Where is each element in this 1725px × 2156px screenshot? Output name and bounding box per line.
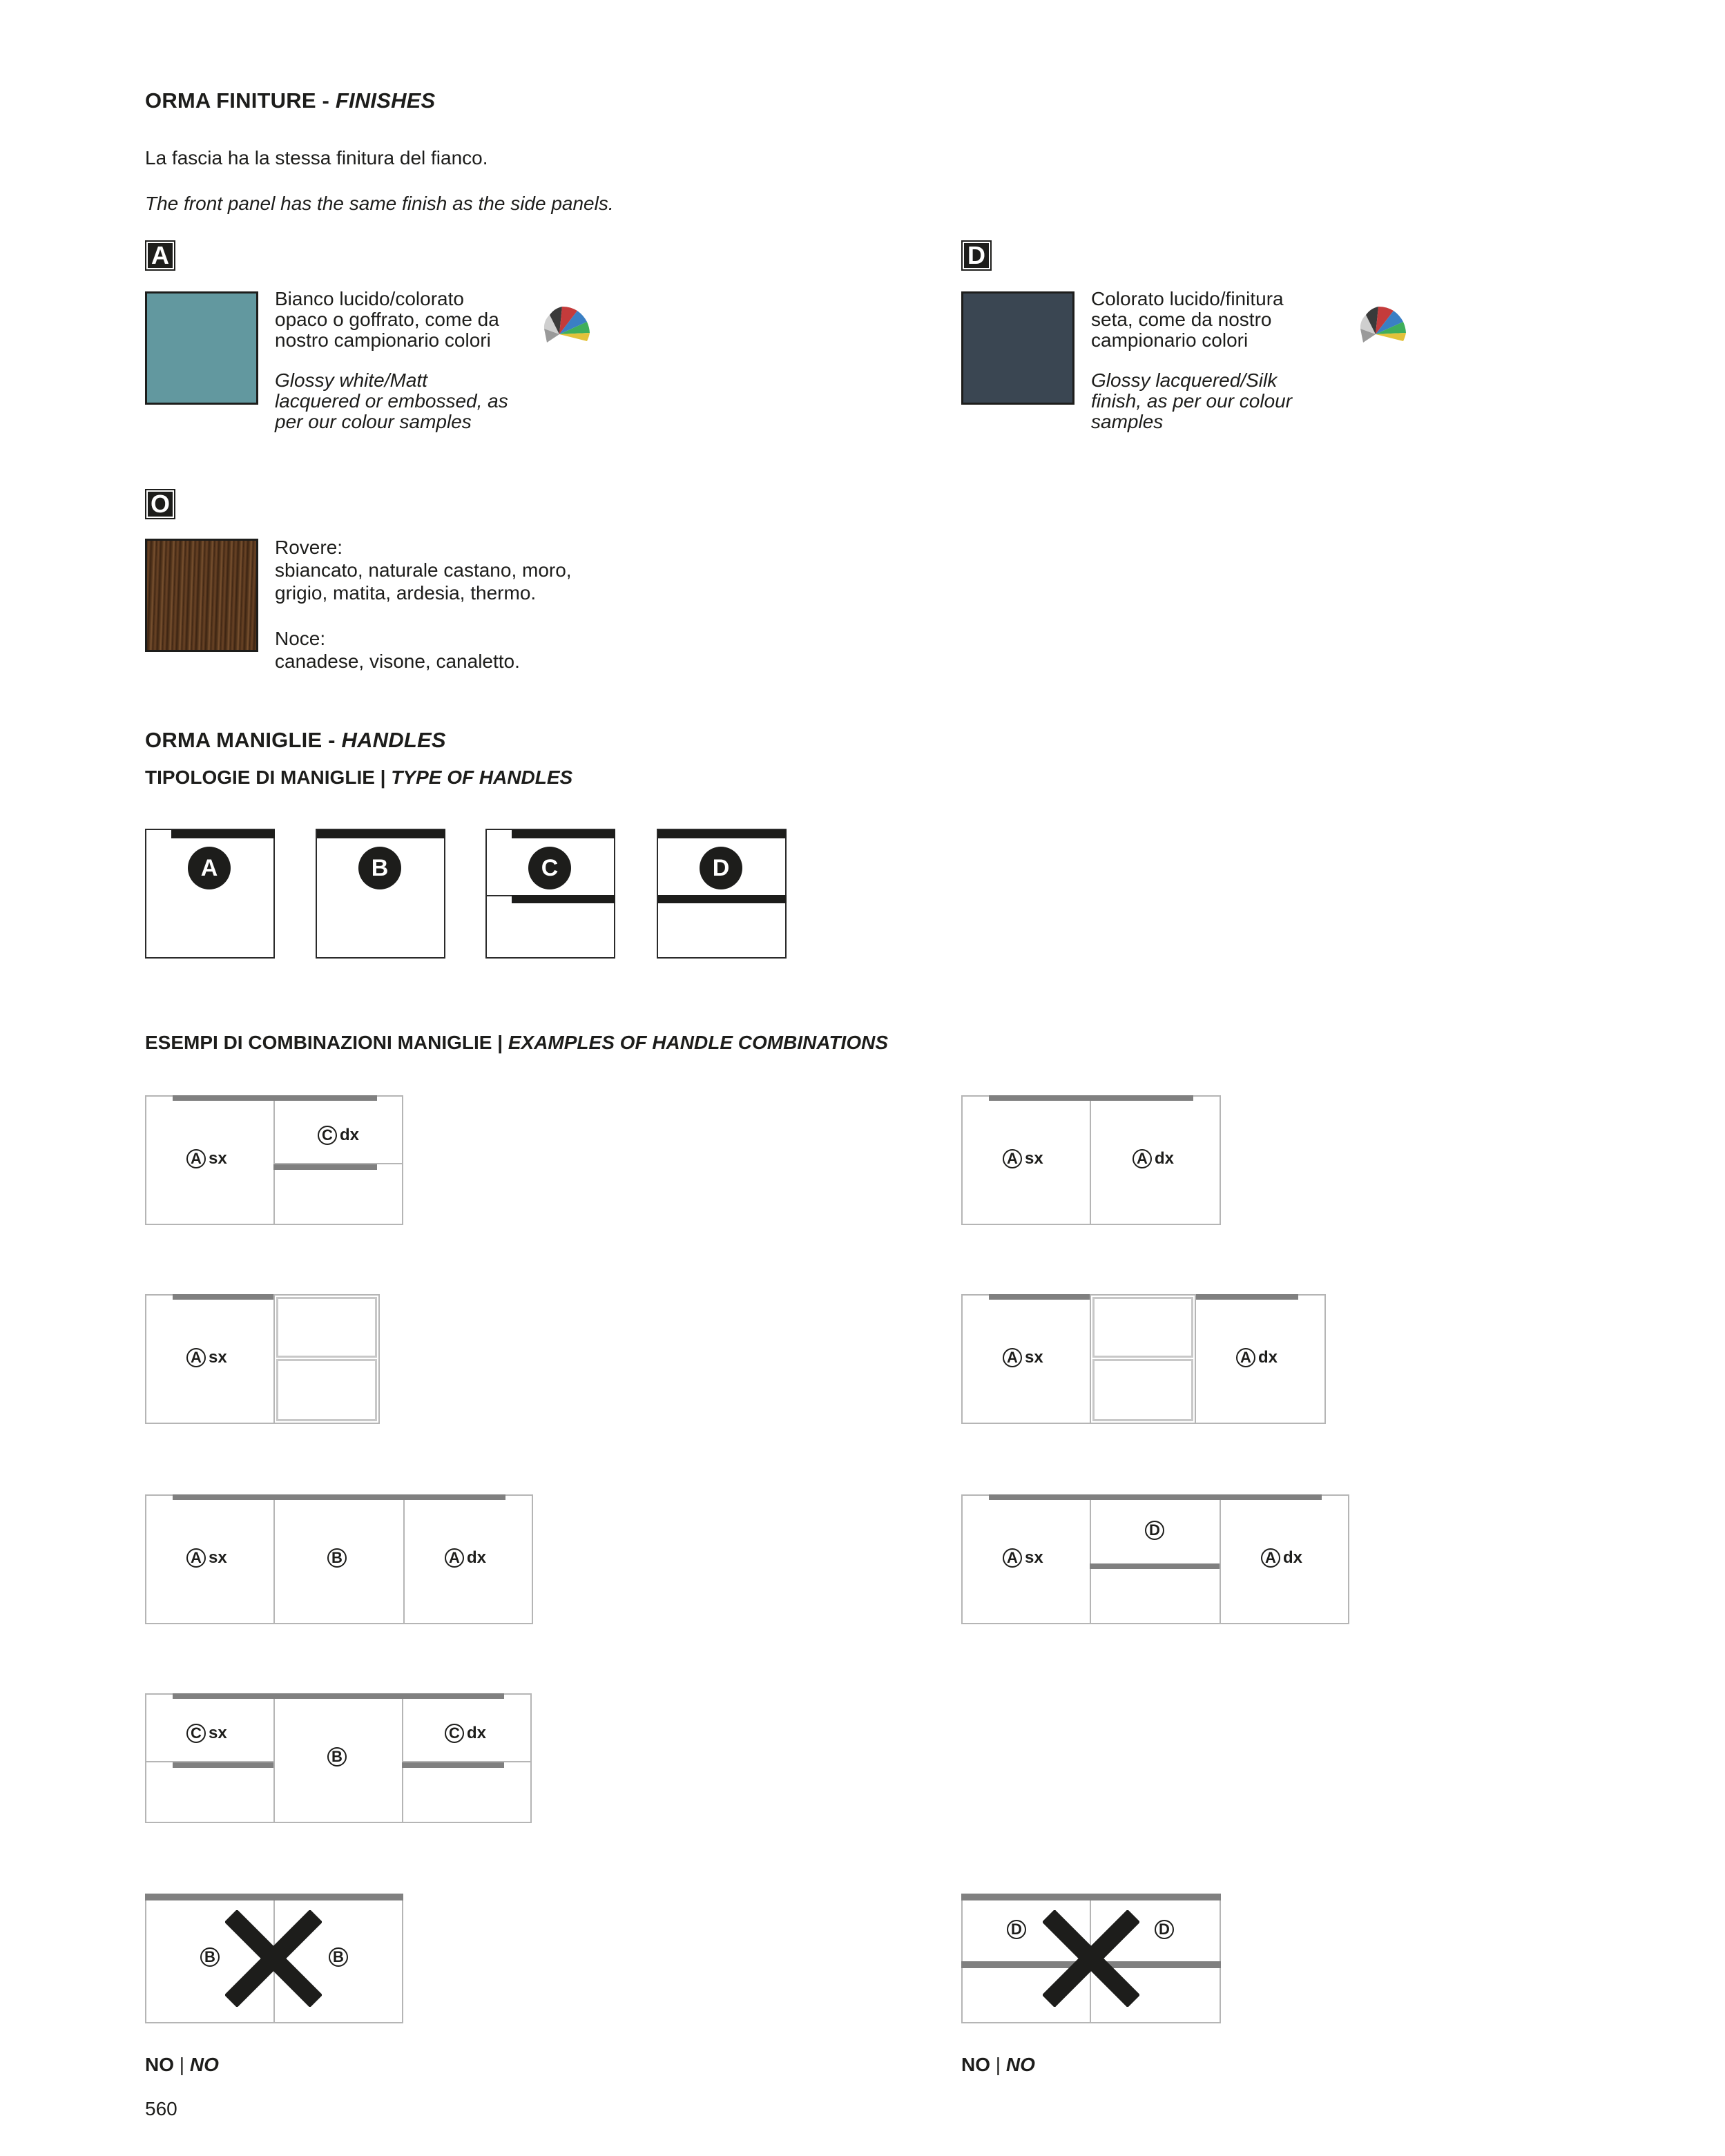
- label-a-dx: A dx: [1261, 1548, 1302, 1568]
- finish-code-o: O: [145, 489, 175, 519]
- handle-type-a: [145, 829, 275, 959]
- handle-bar: [512, 895, 615, 903]
- handle-type-b-badge: B: [358, 847, 401, 889]
- label-a-sx: A sx: [1003, 1149, 1043, 1168]
- examples-title: ESEMPI DI COMBINAZIONI MANIGLIE | EXAMPLES OF HANDLE COMBINATIONS: [145, 1032, 889, 1053]
- handles-title: ORMA MANIGLIE - HANDLES: [145, 728, 446, 752]
- finish-o-text: Rovere: sbiancato, naturale castano, moro, grigio, matita, ardesia, thermo. Noce: canadese, visone, canaletto.: [275, 537, 572, 672]
- finish-a-text-en: Glossy white/Matt lacquered or embossed, as per our colour samples: [275, 369, 508, 432]
- finishes-intro-en: The front panel has the same finish as the side panels.: [145, 193, 614, 214]
- label-b: B: [327, 1747, 347, 1767]
- handle-type-d-badge: D: [700, 847, 742, 889]
- finish-swatch-d: [961, 291, 1074, 405]
- label-a-sx: A sx: [1003, 1548, 1043, 1568]
- no-label-left: NO | NO: [145, 2054, 219, 2075]
- handle-bar: [658, 830, 787, 838]
- label-a-sx: A sx: [186, 1548, 227, 1568]
- finish-code-a: A: [145, 240, 175, 271]
- colour-fan-icon: [539, 286, 605, 352]
- finishes-intro-it: La fascia ha la stessa finitura del fianco.: [145, 147, 488, 169]
- label-d: D: [1007, 1920, 1026, 1939]
- label-c-sx: C sx: [186, 1724, 227, 1743]
- label-a-dx: A dx: [445, 1548, 486, 1568]
- handle-type-b: [316, 829, 445, 959]
- label-b: B: [200, 1947, 220, 1967]
- colour-fan-icon: [1355, 286, 1421, 352]
- handle-type-c: [485, 829, 615, 959]
- finish-d-text-en: Glossy lacquered/Silk finish, as per our colour samples: [1091, 369, 1293, 432]
- no-label-right: NO | NO: [961, 2054, 1035, 2075]
- label-a-dx: A dx: [1133, 1149, 1174, 1168]
- label-d: D: [1145, 1521, 1164, 1540]
- handle-types-title: TIPOLOGIE DI MANIGLIE | TYPE OF HANDLES: [145, 767, 573, 788]
- label-b: B: [329, 1947, 348, 1967]
- handle-type-a-badge: A: [188, 847, 231, 889]
- label-a-sx: A sx: [186, 1149, 227, 1168]
- label-c-dx: C dx: [318, 1126, 359, 1145]
- finish-swatch-o: [145, 539, 258, 652]
- label-a-sx: A sx: [186, 1348, 227, 1367]
- label-b: B: [327, 1548, 347, 1568]
- label-a-dx: A dx: [1236, 1348, 1278, 1367]
- finishes-title: ORMA FINITURE - FINISHES: [145, 88, 436, 113]
- label-c-dx: C dx: [445, 1724, 486, 1743]
- finish-swatch-a: [145, 291, 258, 405]
- handle-bar: [317, 830, 445, 838]
- finish-d-text-it: Colorato lucido/finitura seta, come da nostro campionario colori: [1091, 288, 1284, 351]
- cross-icon: [225, 1910, 322, 2007]
- handle-bar: [658, 895, 787, 903]
- handle-bar: [171, 830, 275, 838]
- handle-type-c-badge: C: [528, 847, 571, 889]
- page-number: 560: [145, 2098, 177, 2119]
- handle-bar: [512, 830, 615, 838]
- finish-a-text-it: Bianco lucido/colorato opaco o goffrato, come da nostro campionario colori: [275, 288, 499, 351]
- finish-code-d: D: [961, 240, 992, 271]
- label-d: D: [1155, 1920, 1174, 1939]
- label-a-sx: A sx: [1003, 1348, 1043, 1367]
- handle-type-d: [657, 829, 787, 959]
- cross-icon: [1043, 1910, 1139, 2007]
